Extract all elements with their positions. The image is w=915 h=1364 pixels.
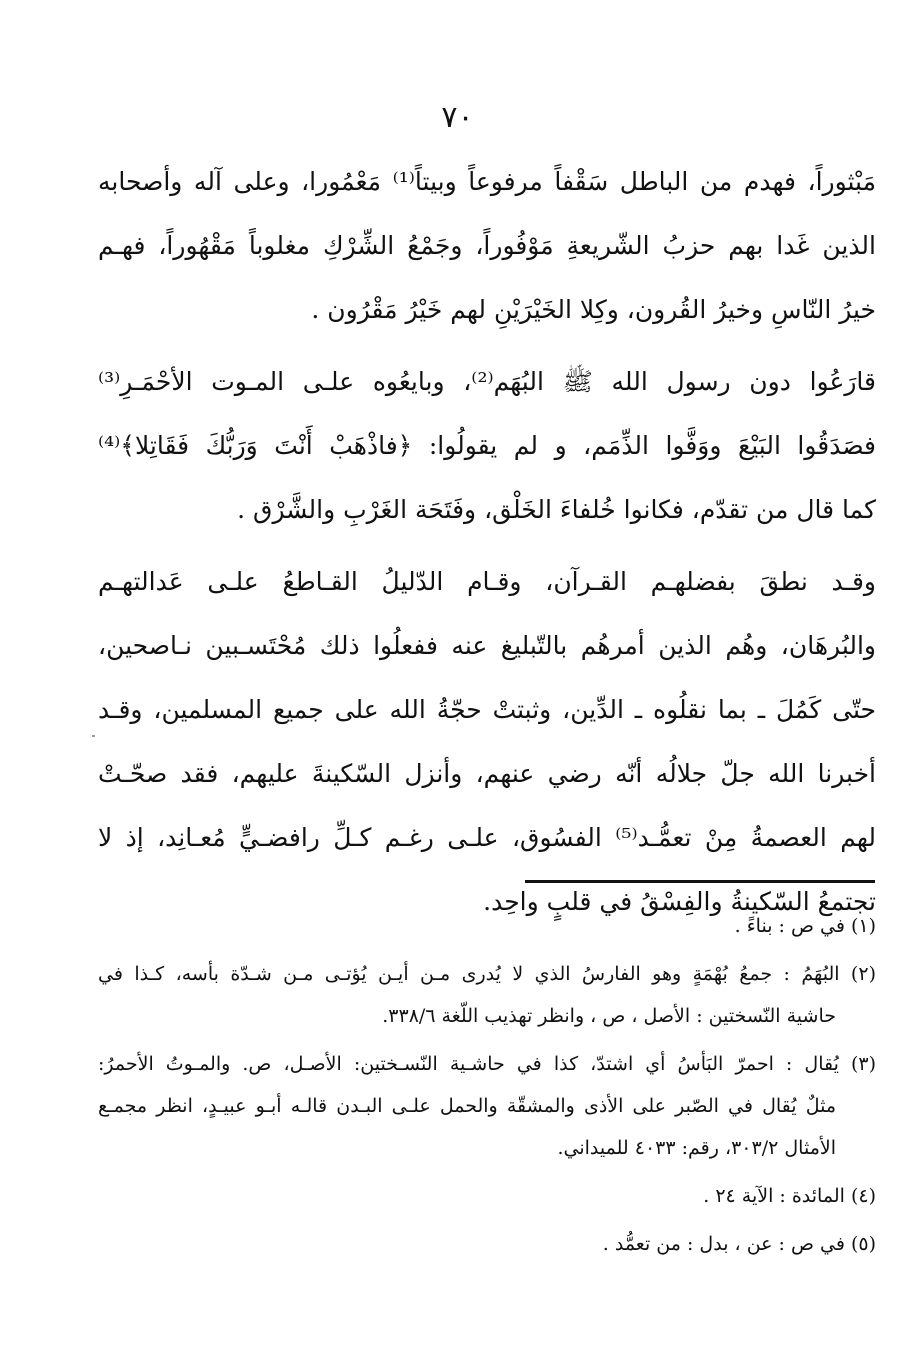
footnote-divider [525,880,875,883]
footnote-5 [98,1223,876,1265]
footnote-line: (١) في ص : بناءً . [734,915,876,937]
footnote-4 [98,1175,876,1217]
text-line: قارَعُوا دون رسول الله ﷺ البُهَم⁽²⁾، وبايعُوه علـى المـوت الأحْمَـرِ⁽³⁾ [98,367,876,396]
footnote-line: (٤) المائدة : الآية ٢٤ . [703,1185,876,1207]
text-line: حتّى كَمُلَ ـ بما نقلُوه ـ الدِّين، وثبتتْ حجّةُ الله على جميع المسلمين، وقـد [98,695,876,724]
text-line: أخبرنا الله جلّ جلالُه أنّه رضي عنهم، وأنزل السّكينةَ عليهم، فقد صحّـتْ [98,759,876,788]
text-line: لهم العصمةُ مِنْ تعمُّـد⁽⁵⁾ الفسُوق، علـى رغـم كـلِّ رافضـيٍّ مُعـانِد، إذ لا [98,823,877,852]
text-line: خيرُ النّاسِ وخيرُ القُرون، وكِلا الخَيْرَيْنِ لهم خَيْرُ مَقْرُون . [311,295,876,324]
paragraph-1 [98,150,876,342]
text-line: وقـد نطقَ بفضلهـم القـرآن، وقـام الدّليلُ القـاطعُ علـى عَدالتهـم [98,567,876,596]
footnote-line: (٢) البُهَمُ : جمعُ بُهْمَةٍ وهو الفارسُ الذي لا يُدرى مـن أيـن يُؤتـى مـن شـدّة بأسه، كـذا في [98,963,876,985]
footnote-2 [98,953,876,1037]
text-line: مَبْثوراً، فهدم من الباطل سَقْفاً مرفوعاً وبيتاً⁽¹⁾ مَعْمُورا، وعلى آله وأصحابه [98,167,876,196]
paragraph-2 [98,350,876,542]
scan-speck [92,735,95,737]
footnote-line: حاشية النّسختين : الأصل ، ص ، وانظر تهذيب اللّغة ٣٣٨/٦. [382,1005,836,1027]
footnote-1 [98,905,876,947]
footnote-line: الأمثال ٣٠٣/٢، رقم: ٤٠٣٣ للميداني. [557,1137,836,1159]
paragraph-3 [98,550,876,934]
text-line: تجتمعُ السّكينةُ والفِسْقُ في قلبٍ واحِد. [483,887,876,916]
footnote-line: (٣) يُقال : احمرّ البَأسُ أي اشتدّ، كذا في حاشـية النّسـختين: الأصـل، ص. والمـوتُ الأحمرُ: [98,1053,876,1075]
footnote-3 [98,1043,876,1169]
text-line: الذين غَدا بهم حزبُ الشّريعةِ مَوْفُوراً، وجَمْعُ الشِّرْكِ مغلوباً مَقْهُوراً، فهـم [98,231,876,260]
footnote-line: (٥) في ص : عن ، بدل : من تعمُّد . [602,1233,876,1255]
footnote-line: مثلٌ يُقال في الصّبر على الأذى والمشقّة والحمل علـى البـدن قالـه أبـو عبيـدٍ، انظر مجمـع [98,1095,836,1117]
main-text [98,150,876,942]
footnotes [98,905,876,1271]
text-line: فصَدَقُوا البَيْعَ ووَفَّوا الذِّمَم، و لم يقولُوا: ﴿فاذْهَبْ أَنْتَ وَرَبُّكَ فَقَاتِلا﴾⁽⁴⁾ [98,431,876,460]
text-line: كما قال من تقدّم، فكانوا خُلفاءَ الخَلْق، وفَتَحَة الغَرْبِ والشَّرْق . [237,495,876,524]
text-line: والبُرهَان، وهُم الذين أمرهُم بالتّبليغ عنه ففعلُوا ذلك مُحْتَسـبين نـاصحين، [98,631,876,660]
page-number: ٧٠ [441,100,474,135]
